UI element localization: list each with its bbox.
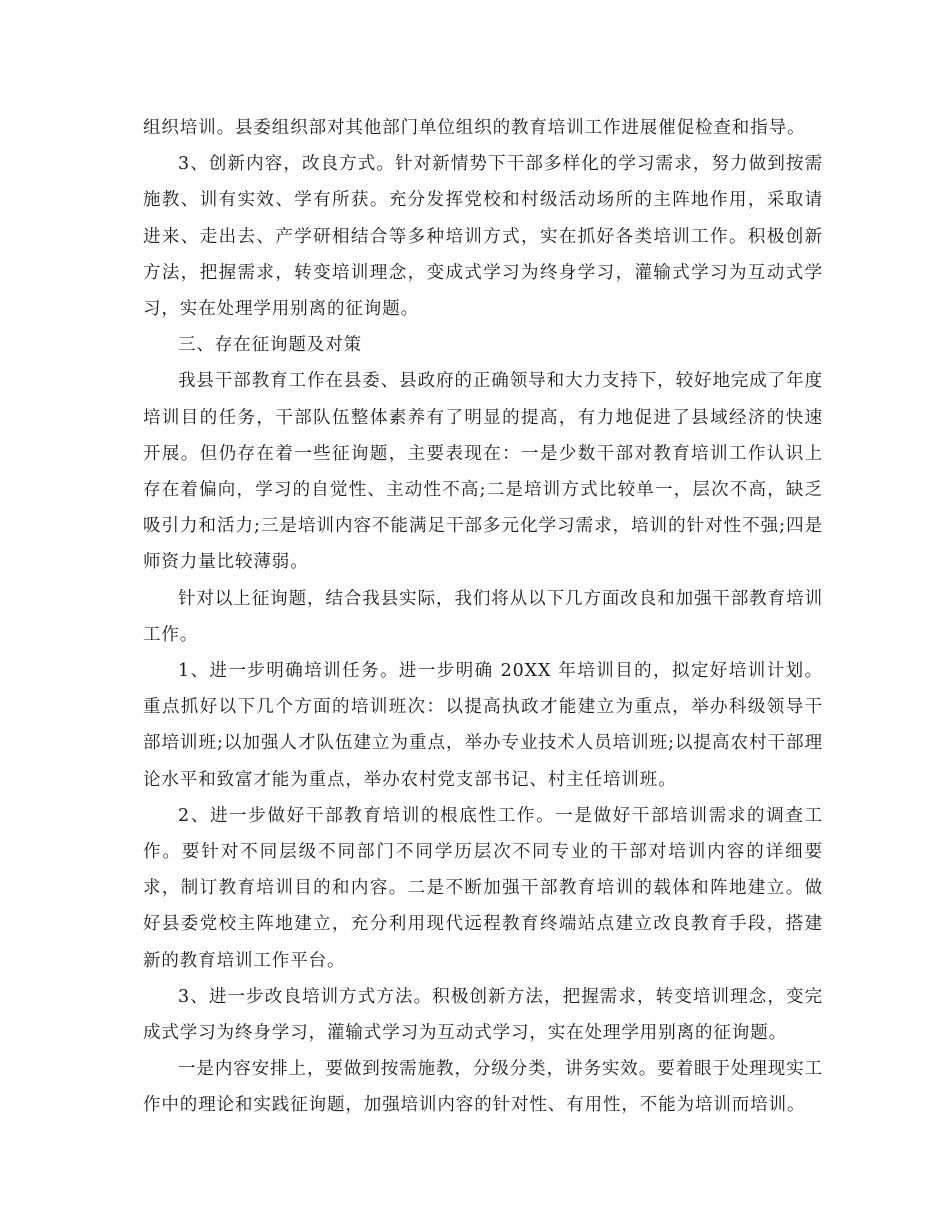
paragraph-training-tasks: 1、进一步明确培训任务。进一步明确 20XX 年培训目的，拟定好培训计划。重点抓好以下几个方面的培训班次：以提高执政才能建立为重点，举办科级领导干部培训班;以加强人才队伍建立为重点，举办专业技术人员培训班;以提高农村干部理论水平和致富才能为重点，举办农村党支部书记、村主任培训班。 <box>143 661 823 790</box>
paragraph-training-methods: 3、进一步改良培训方式方法。积极创新方法，把握需求，转变培训理念，变完成式学习为终身学习，灌输式学习为互动式学习，实在处理学用别离的征询题。 <box>143 986 823 1044</box>
paragraph-continuation: 组织培训。县委组织部对其他部门单位组织的教育培训工作进展催促检查和指导。 <box>143 118 806 138</box>
paragraph-content-arrangement: 一是内容安排上，要做到按需施教，分级分类，讲务实效。要着眼于处理现实工作中的理论和实践征询题，加强培训内容的针对性、有用性，不能为培训而培训。 <box>143 1059 823 1116</box>
section-heading-problems: 三、存在征询题及对策 <box>178 335 362 356</box>
paragraph-foundation-work: 2、进一步做好干部教育培训的根底性工作。一是做好干部培训需求的调查工作。要针对不同层级不同部门不同学历层次不同专业的干部对培训内容的详细要求，制订教育培训目的和内容。二是不断加强干部教育培训的载体和阵地建立。做好县委党校主阵地建立，充分利用现代远程教育终端站点建立改良教育手段，搭建新的教育培训工作平台。 <box>143 805 823 971</box>
paragraph-countermeasures-intro: 针对以上征询题，结合我县实际，我们将从以下几方面改良和加强干部教育培训工作。 <box>143 588 823 645</box>
document-body <box>143 110 823 1124</box>
paragraph-innovate-content: 3、创新内容，改良方式。针对新情势下干部多样化的学习需求，努力做到按需施教、训有实效、学有所获。充分发挥党校和村级活动场所的主阵地作用，采取请进来、走出去、产学研相结合等多种培训方式，实在抓好各类培训工作。积极创新方法，把握需求，转变培训理念，变成式学习为终身学习，灌输式学习为互动式学习，实在处理学用别离的征询题。 <box>143 154 823 320</box>
paragraph-current-status: 我县干部教育工作在县委、县政府的正确领导和大力支持下，较好地完成了年度培训目的任务，干部队伍整体素养有了明显的提高，有力地促进了县域经济的快速开展。但仍存在着一些征询题，主要表现在：一是少数干部对教育培训工作认识上存在着偏向，学习的自觉性、主动性不高;二是培训方式比较单一，层次不高，缺乏吸引力和活力;三是培训内容不能满足干部多元化学习需求，培训的针对性不强;四是师资力量比较薄弱。 <box>143 371 823 573</box>
